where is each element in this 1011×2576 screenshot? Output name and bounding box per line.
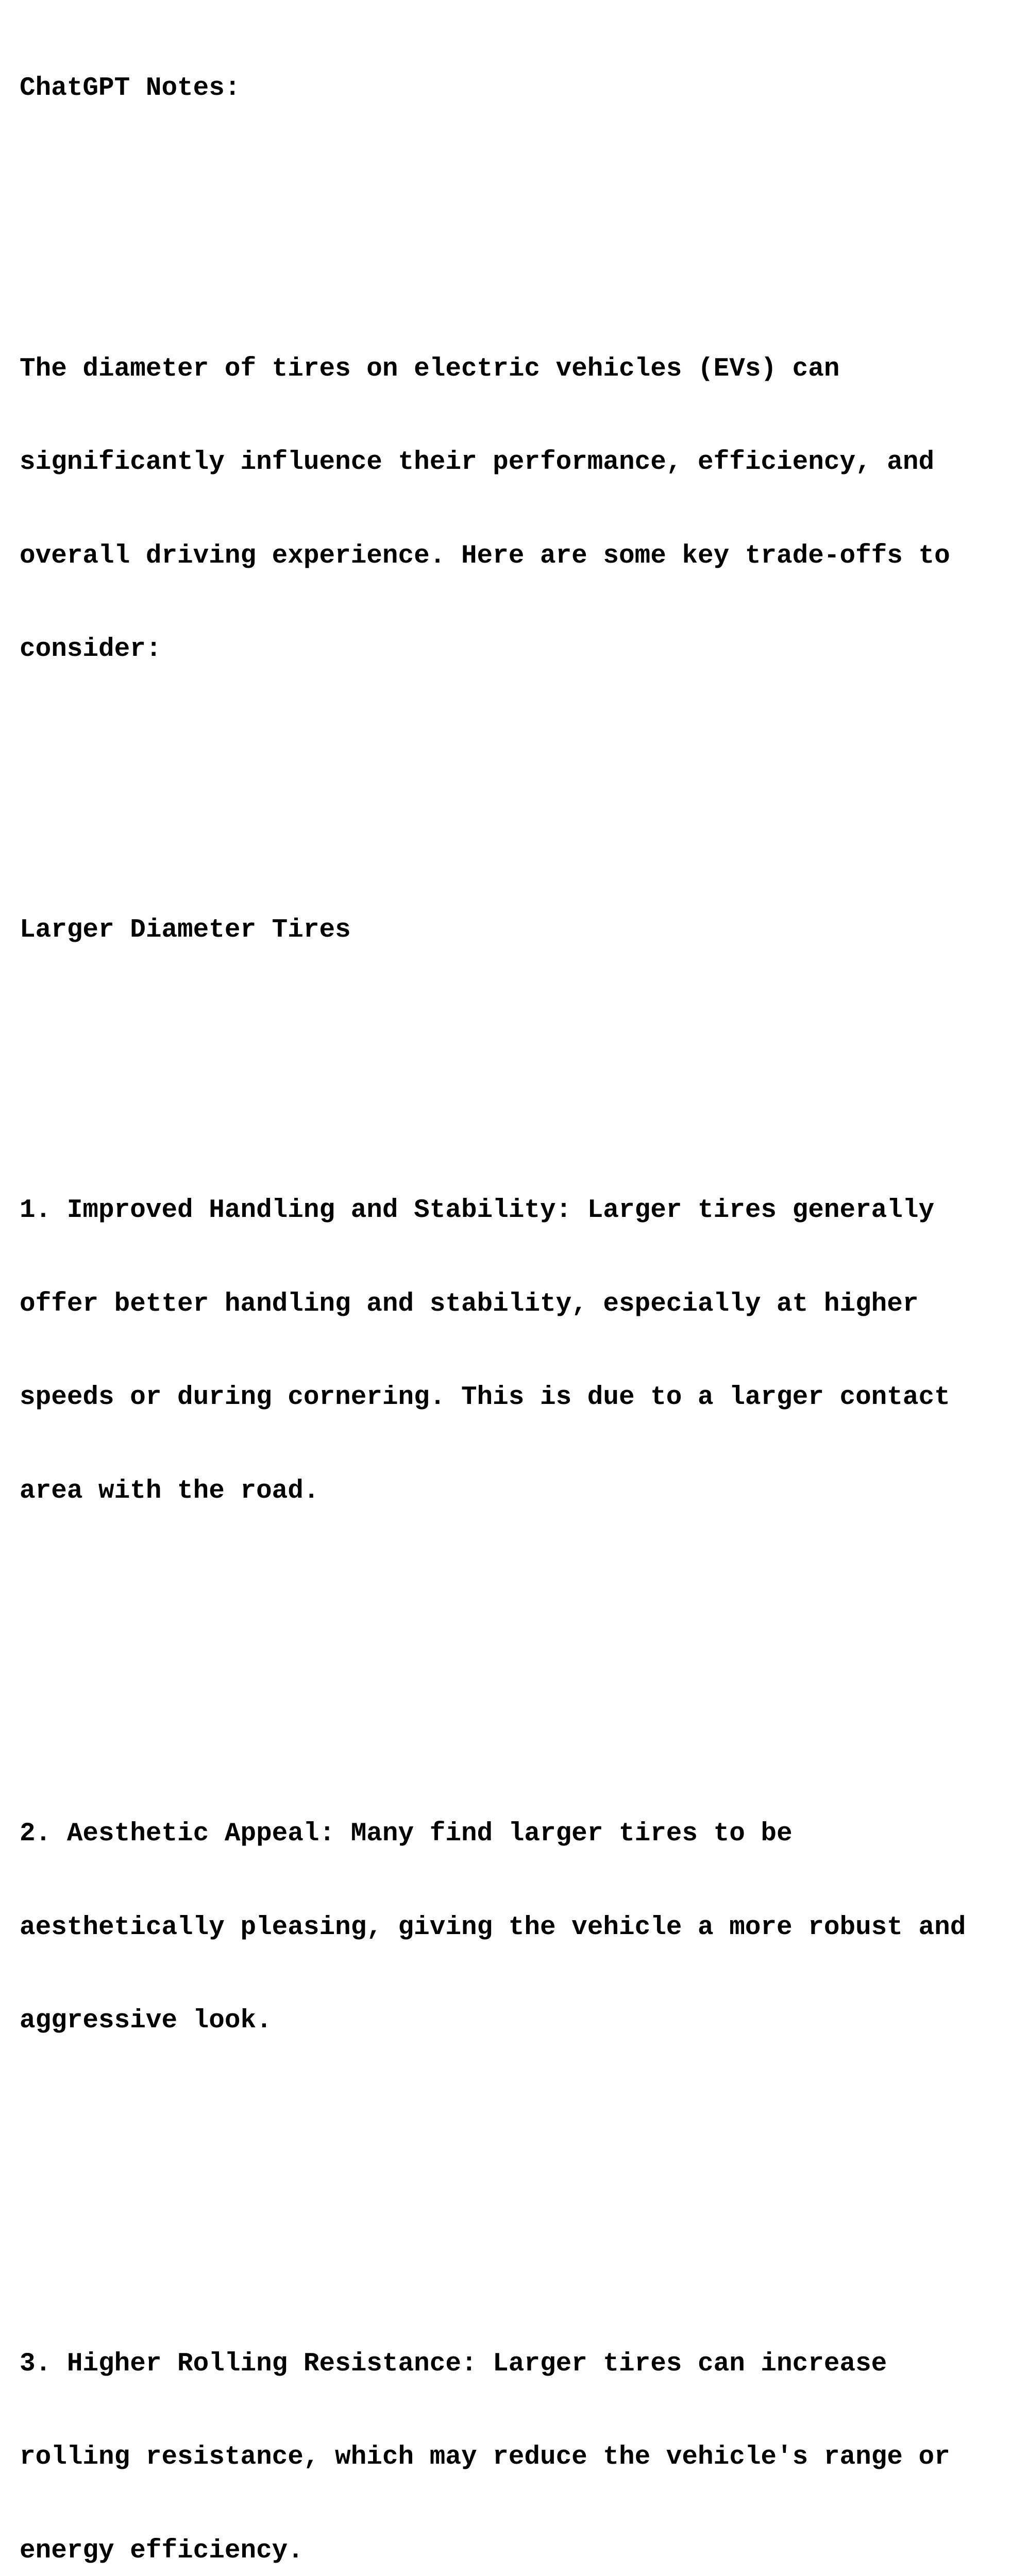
intro-paragraph [20,292,1004,728]
list-item-3 [20,2286,1004,2576]
blank-line [20,2162,1004,2193]
intro-line: The diameter of tires on electric vehicles (EVs) can [20,354,1004,385]
list-item-line: 3. Higher Rolling Resistance: Larger tires can increase [20,2349,1004,2380]
list-item-2 [20,1756,1004,2099]
list-item-line: 1. Improved Handling and Stability: Larger tires generally [20,1195,1004,1227]
intro-line: consider: [20,634,1004,666]
list-item-line: offer better handling and stability, especially at higher [20,1289,1004,1320]
list-item-line: aesthetically pleasing, giving the vehicle a more robust and [20,1912,1004,1944]
list-item-line: rolling resistance, which may reduce the vehicle's range or [20,2442,1004,2473]
list-item-1 [20,1133,1004,1569]
list-item-line: energy efficiency. [20,2536,1004,2567]
list-item-line: 2. Aesthetic Appeal: Many find larger tires to be [20,1819,1004,1850]
blank-line [20,1632,1004,1663]
list-item-line: area with the road. [20,1476,1004,1507]
blank-line [20,790,1004,822]
list-item-line: speeds or during cornering. This is due to a larger contact [20,1382,1004,1414]
blank-line [20,1008,1004,1040]
blank-line [20,167,1004,198]
notes-document [20,11,1004,2576]
list-item-line: aggressive look. [20,2006,1004,2037]
intro-line: overall driving experience. Here are some key trade-offs to [20,541,1004,572]
notes-title: ChatGPT Notes: [20,73,1004,105]
intro-line: significantly influence their performance, efficiency, and [20,447,1004,479]
section-heading: Larger Diameter Tires [20,915,1004,946]
